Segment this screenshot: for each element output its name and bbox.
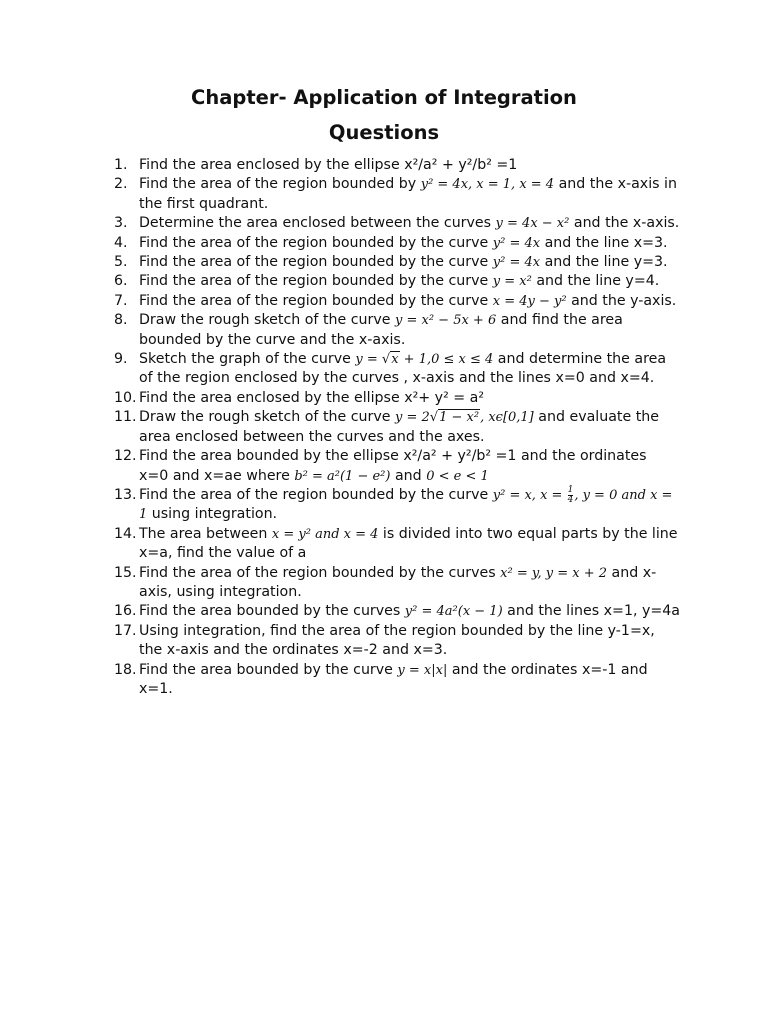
question-text <box>139 389 680 408</box>
question-item <box>114 156 680 175</box>
question-item <box>114 408 680 447</box>
question-text-part: Find the area of the region bounded by the curve <box>139 254 493 271</box>
question-text-part: Draw the rough sketch of the curve <box>139 312 395 329</box>
question-text-part: and the line x=3. <box>540 234 668 251</box>
math-expression: y = 2√1 − x², xϵ[0,1] <box>395 410 534 426</box>
question-text-part: Find the area of the region bounded by the curves <box>139 564 501 581</box>
question-number: 11. <box>114 409 137 426</box>
question-number: 17. <box>114 622 137 639</box>
math-part: , y = <box>574 487 605 503</box>
question-text <box>139 253 680 272</box>
question-text <box>139 408 680 447</box>
question-text-part: Sketch the graph of the curve <box>139 351 356 368</box>
question-item <box>114 622 680 661</box>
radicand: 1 − x² <box>439 410 480 426</box>
math-expression: y = x² − 5x + 6 <box>395 313 497 329</box>
math-expression: x = 4y − y² <box>492 293 567 309</box>
question-text <box>139 486 680 525</box>
fraction-numerator: 1 <box>567 484 574 495</box>
question-text-part: and the x-axis. <box>569 215 680 232</box>
question-text <box>139 175 680 214</box>
question-text-part: Using integration, find the area of the region bounded by the line y-1=x, the x-axis and the ordinates x=-2 and x=3. <box>139 622 655 659</box>
question-item <box>114 447 680 486</box>
question-text-part: Find the area enclosed by the ellipse x²/a² + y²/b² =1 <box>139 157 518 173</box>
math-part: + 1,0 ≤ x ≤ 4 <box>399 352 494 368</box>
question-text <box>139 661 680 700</box>
math-expression: y = x² <box>492 274 532 290</box>
question-number: 5. <box>114 254 128 271</box>
question-item <box>114 350 680 389</box>
question-text-part: Find the area bounded by the ellipse x²/a² + y²/b² =1 and the ordinates x=0 and x=ae where <box>139 448 647 484</box>
question-text-part: and find the area bounded by the curve and the x-axis. <box>139 312 623 348</box>
math-part: y = <box>355 352 382 368</box>
question-text <box>139 156 680 175</box>
question-item <box>114 564 680 603</box>
question-item <box>114 253 680 272</box>
question-text-part: Find the area of the region bounded by the curve <box>139 234 493 251</box>
page-title: Chapter- Application of Integration <box>191 86 577 109</box>
math-expression: y² = 4x <box>492 235 541 251</box>
question-text-part: Find the area of the region bounded by the curve <box>139 273 493 290</box>
question-number: 8. <box>114 312 128 329</box>
question-text-part: Find the area bounded by the curves <box>139 603 405 620</box>
question-item <box>114 292 680 311</box>
question-text-part: and <box>390 467 427 484</box>
question-number: 12. <box>114 448 137 465</box>
question-text-part: Find the area of the region bounded by the curve <box>139 486 493 503</box>
question-text-part: Find the area enclosed by the ellipse x²+ y² = a² <box>139 389 485 406</box>
question-number: 13. <box>114 486 137 503</box>
question-text-part: and determine the area of the region enclosed by the curves , x-axis and the lines x=0 and x=4. <box>139 351 667 387</box>
question-item <box>114 389 680 408</box>
question-text-part: and the line y=3. <box>540 254 668 271</box>
question-text-part: and x-axis, using integration. <box>139 564 657 600</box>
question-text <box>139 525 680 564</box>
math-expression: y² = 4x <box>492 255 541 271</box>
question-text-part: and the lines x=1, y=4a <box>502 603 680 620</box>
question-number: 1. <box>114 157 128 173</box>
question-number: 14. <box>114 525 137 542</box>
question-text-part: Find the area bounded by the curve <box>139 661 398 678</box>
math-expression: b² = a²(1 − e²) <box>294 468 391 484</box>
question-text-part: Find the area of the region bounded by the curve <box>139 292 493 309</box>
question-number: 16. <box>114 603 137 620</box>
question-text-part: using integration. <box>147 506 278 523</box>
question-number: 3. <box>114 215 128 232</box>
question-text-part: and evaluate the area enclosed between the curves and the axes. <box>139 409 660 445</box>
question-number: 15. <box>114 564 137 581</box>
question-text-part: and the x-axis in the first quadrant. <box>139 176 677 212</box>
question-text <box>139 272 680 291</box>
math-expression: y = 4x − x² <box>495 216 570 232</box>
math-expression: y = x|x| <box>397 662 448 678</box>
question-text <box>139 234 680 253</box>
question-text-part: and the line y=4. <box>531 273 660 290</box>
question-text-part: Find the area of the region bounded by <box>139 176 421 193</box>
question-number: 7. <box>114 292 128 309</box>
question-number: 2. <box>114 176 128 193</box>
question-number: 4. <box>114 234 128 251</box>
question-item <box>114 214 680 233</box>
question-item <box>114 272 680 291</box>
question-text <box>139 564 680 603</box>
math-part: , xϵ[0,1] <box>480 410 534 426</box>
math-part: 0 and x = 1 <box>139 487 673 523</box>
question-text <box>139 214 680 233</box>
question-text-part: The area between <box>139 525 272 542</box>
question-list <box>114 156 680 699</box>
math-expression: x² = y, y = x + 2 <box>500 565 607 581</box>
radicand: x <box>391 352 399 368</box>
math-part: y² = x, x = <box>492 487 567 503</box>
math-expression: x = y² and x = 4 <box>271 526 379 542</box>
question-text-part: and the y-axis. <box>566 292 677 309</box>
math-expression: y² = 4a²(x − 1) <box>404 604 503 620</box>
page-subtitle: Questions <box>328 121 440 144</box>
question-text-part: is divided into two equal parts by the line x=a, find the value of a <box>139 525 678 562</box>
math-expression: y = √x + 1,0 ≤ x ≤ 4 <box>355 352 494 368</box>
question-text-part: Determine the area enclosed between the curves <box>139 215 496 232</box>
question-text <box>139 447 680 486</box>
question-item <box>114 234 680 253</box>
question-text <box>139 292 680 311</box>
question-item <box>114 486 680 525</box>
question-number: 10. <box>114 389 137 406</box>
question-number: 6. <box>114 273 128 290</box>
question-text <box>139 602 680 621</box>
question-item <box>114 311 680 350</box>
question-item <box>114 525 680 564</box>
question-number: 18. <box>114 661 137 678</box>
question-text-part: and the ordinates x=-1 and x=1. <box>139 661 648 697</box>
question-item <box>114 602 680 621</box>
question-text-part: Draw the rough sketch of the curve <box>139 409 395 426</box>
math-expression: y² = 4x, x = 1, x = 4 <box>420 177 555 193</box>
math-part: y = 2 <box>395 410 430 426</box>
question-text <box>139 622 680 661</box>
math-expression: 0 < e < 1 <box>426 468 489 484</box>
fraction <box>568 486 574 505</box>
question-number: 9. <box>114 351 128 368</box>
question-text <box>139 350 680 389</box>
question-item <box>114 175 680 214</box>
question-text <box>139 311 680 350</box>
question-item <box>114 661 680 700</box>
fraction-denominator: 4 <box>567 494 574 505</box>
